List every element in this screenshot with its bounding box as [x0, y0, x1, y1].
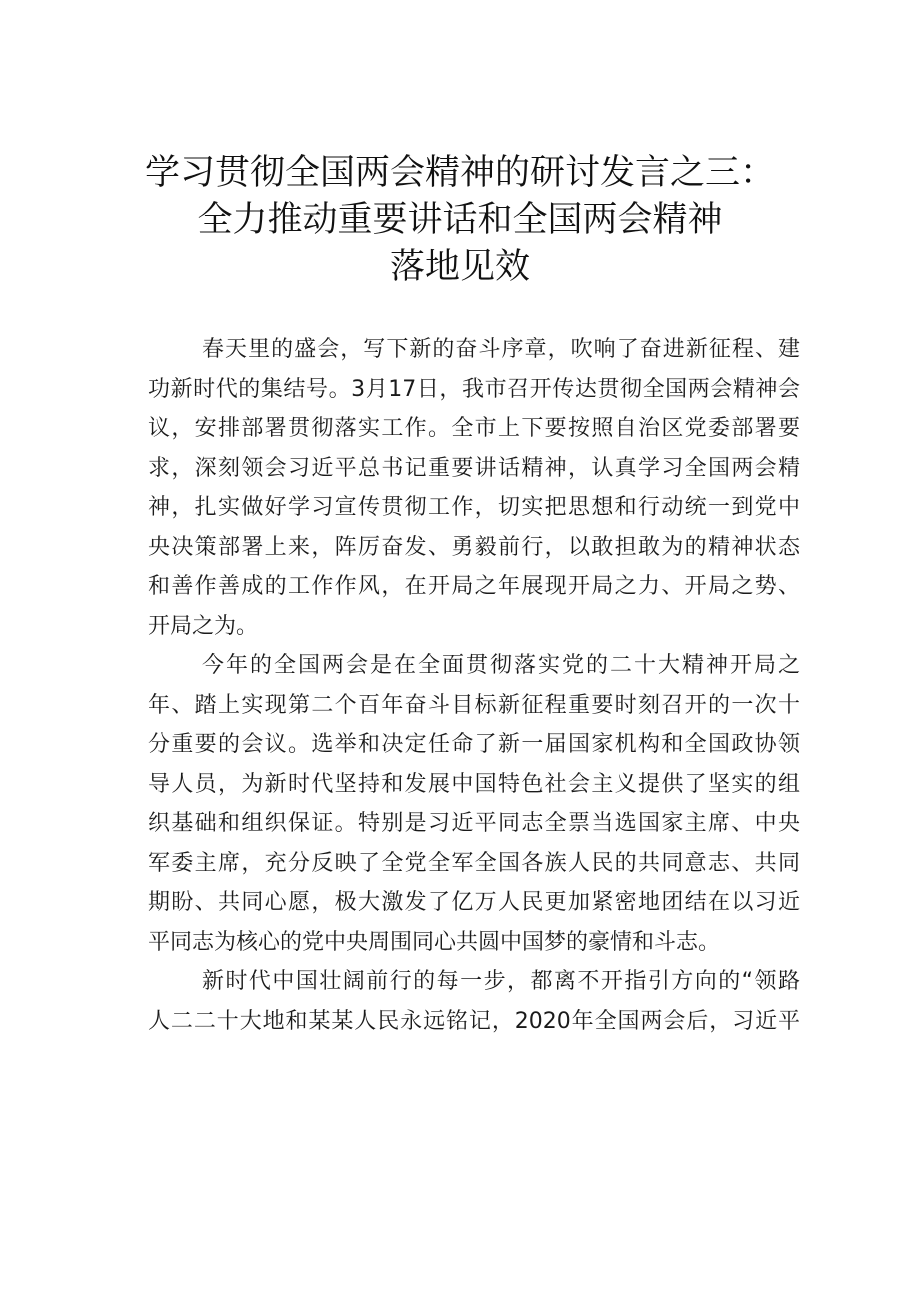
paragraph-line: 期盼、共同心愿，极大激发了亿万人民更加紧密地团结在以习近	[148, 890, 800, 915]
paragraph-line: 人二二十大地和某某人民永远铭记，2020年全国两会后，习近平	[148, 1008, 800, 1034]
title-line-1: 学习贯彻全国两会精神的研讨发言之三：	[144, 153, 775, 193]
paragraph-1	[148, 330, 800, 646]
paragraph-line: 功新时代的集结号。3月17日，我市召开传达贯彻全国两会精神会	[148, 376, 800, 402]
paragraph-line: 平同志为核心的党中央周围同心共圆中国梦的豪情和斗志。	[148, 929, 721, 955]
paragraph-line: 议，安排部署贯彻落实工作。全市上下要按照自治区党委部署要	[148, 416, 800, 441]
paragraph-line: 导人员，为新时代坚持和发展中国特色社会主义提供了坚实的组	[148, 771, 800, 797]
paragraph-3	[148, 962, 800, 1041]
paragraph-line: 年、踏上实现第二个百年奋斗目标新征程重要时刻召开的一次十	[148, 692, 800, 718]
paragraph-line: 新时代中国壮阔前行的每一步，都离不开指引方向的“领路	[202, 969, 800, 994]
paragraph-line: 央决策部署上来，阵厉奋发、勇毅前行，以敢担敢为的精神状态	[148, 534, 800, 560]
paragraph-line: 神，扎实做好学习宣传贯彻工作，切实把思想和行动统一到党中	[148, 495, 800, 520]
paragraph-line: 织基础和组织保证。特别是习近平同志全票当选国家主席、中央	[148, 811, 800, 836]
paragraph-line: 和善作善成的工作作风，在开局之年展现开局之力、开局之势、	[148, 574, 800, 599]
title-line-2: 全力推动重要讲话和全国两会精神	[197, 200, 723, 240]
paragraph-line: 春天里的盛会，写下新的奋斗序章，吹响了奋进新征程、建	[202, 337, 800, 362]
paragraph-line: 军委主席，充分反映了全党全军全国各族人民的共同意志、共同	[148, 850, 800, 876]
paragraph-line: 今年的全国两会是在全面贯彻落实党的二十大精神开局之	[202, 653, 800, 678]
document-title	[100, 150, 820, 291]
paragraph-2	[148, 646, 800, 962]
paragraph-line: 开局之为。	[148, 613, 259, 639]
title-line-3: 落地见效	[389, 247, 530, 287]
document-body	[148, 330, 800, 1041]
paragraph-line: 分重要的会议。选举和决定任命了新一届国家机构和全国政协领	[148, 732, 800, 757]
paragraph-line: 求，深刻领会习近平总书记重要讲话精神，认真学习全国两会精	[148, 455, 800, 481]
